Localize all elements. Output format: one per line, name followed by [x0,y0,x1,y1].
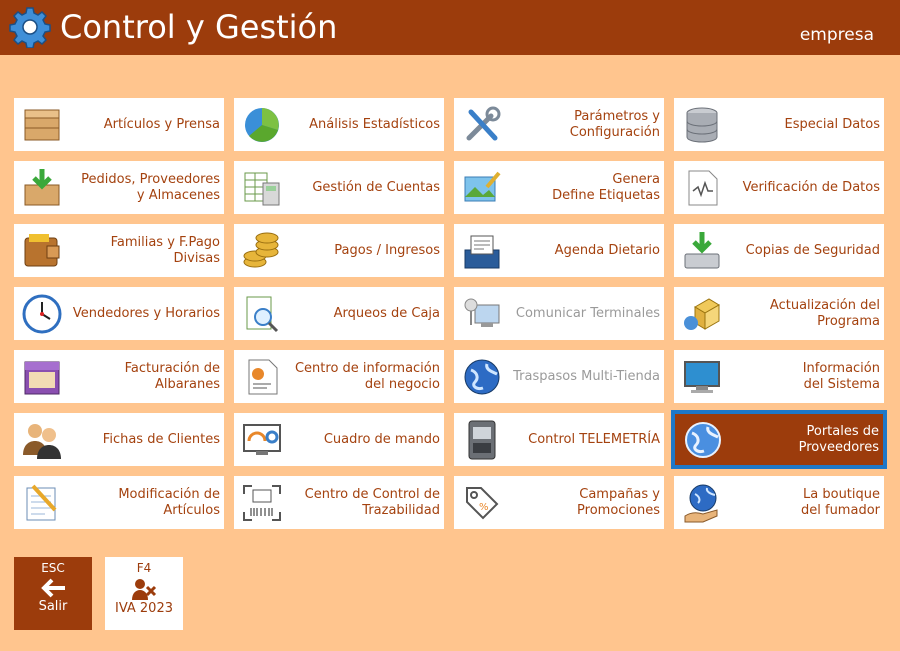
report-icon [241,356,283,398]
tile-traspasos-multitienda[interactable] [454,350,664,403]
tile-label: Centro de Control de Trazabilidad [304,486,440,518]
tile-verificacion-datos[interactable] [674,161,884,214]
box-icon [21,104,63,146]
tile-cuadro-mando[interactable] [234,413,444,466]
tile-modificacion-articulos[interactable] [14,476,224,529]
tile-agenda-dietario[interactable] [454,224,664,277]
tile-label: Parámetros y Configuración [569,108,660,140]
notepad-pencil-icon [21,482,63,524]
tile-label: Cuadro de mando [323,431,440,447]
tools-icon [461,104,503,146]
company-name: empresa [799,25,874,45]
iva-label: IVA 2023 [114,601,173,616]
document-check-icon [681,167,723,209]
tile-label: Familias y F.Pago Divisas [110,234,220,266]
cabinet-icon [21,356,63,398]
key-label: F4 [136,561,152,575]
magnifier-document-icon [241,293,283,335]
title-bar [0,0,900,55]
image-pencil-icon [461,167,503,209]
tile-comunicar-terminales[interactable] [454,287,664,340]
tile-pedidos-proveedores[interactable] [14,161,224,214]
tile-gestion-cuentas[interactable] [234,161,444,214]
tile-label: Pagos / Ingresos [334,242,440,258]
tile-portales-proveedores[interactable] [675,414,883,465]
coins-icon [241,230,283,272]
tile-label: Pedidos, Proveedores y Almacenes [81,171,220,203]
drive-backup-icon [681,230,723,272]
tile-label: Verificación de Datos [742,179,880,195]
tile-label: Facturación de Albaranes [124,360,220,392]
globe-icon [682,419,724,461]
tile-parametros-configuracion[interactable] [454,98,664,151]
tile-label: Gestión de Cuentas [312,179,440,195]
tile-centro-trazabilidad[interactable] [234,476,444,529]
tile-label: Especial Datos [784,116,880,132]
exit-button[interactable] [14,557,92,630]
tile-actualizacion-programa[interactable] [674,287,884,340]
tile-campanas-promociones[interactable] [454,476,664,529]
tile-genera-etiquetas[interactable] [454,161,664,214]
tile-label: Traspasos Multi-Tienda [513,368,660,384]
globe-icon [461,356,503,398]
pie-chart-icon [241,104,283,146]
tile-label: Modificación de Artículos [118,486,220,518]
tile-label: Control TELEMETRÍA [528,431,660,447]
tile-copias-seguridad[interactable] [674,224,884,277]
database-icon [681,104,723,146]
tile-label: Información del Sistema [802,360,880,392]
user-tools-icon [131,577,157,601]
tile-label: Arqueos de Caja [333,305,440,321]
tile-pagos-ingresos[interactable] [234,224,444,277]
gear-icon [9,6,51,48]
wallet-icon [21,230,63,272]
tile-analisis-estadisticos[interactable] [234,98,444,151]
tile-fichas-clientes[interactable] [14,413,224,466]
tile-label: Portales de Proveedores [798,423,879,455]
tile-label: Campañas y Promociones [577,486,660,518]
users-icon [21,419,63,461]
tile-label: Fichas de Clientes [102,431,220,447]
clock-icon [21,293,63,335]
tile-control-telemetria[interactable] [454,413,664,466]
tile-facturacion-albaranes[interactable] [14,350,224,403]
tile-informacion-sistema[interactable] [674,350,884,403]
tile-label: Copias de Seguridad [745,242,880,258]
tile-label: Análisis Estadísticos [309,116,440,132]
arrow-left-icon [39,577,67,599]
tile-familias-fpago[interactable] [14,224,224,277]
machine-icon [461,419,503,461]
tile-especial-datos[interactable] [674,98,884,151]
tile-label: Comunicar Terminales [515,305,660,321]
tags-icon [461,482,503,524]
network-computer-icon [461,293,503,335]
monitor-icon [681,356,723,398]
exit-label: Salir [38,599,68,614]
tile-vendedores-horarios[interactable] [14,287,224,340]
dashboard-icon [241,419,283,461]
iva-2023-button[interactable] [105,557,183,630]
tile-label: Vendedores y Horarios [72,305,220,321]
tile-arqueos-caja[interactable] [234,287,444,340]
tile-label: La boutique del fumador [801,486,880,518]
update-package-icon [681,293,723,335]
barcode-box-icon [241,482,283,524]
tile-label: Actualización del Programa [769,297,880,329]
tile-label: Agenda Dietario [554,242,660,258]
tile-centro-informacion[interactable] [234,350,444,403]
spreadsheet-calculator-icon [241,167,283,209]
tile-label: Centro de información del negocio [294,360,440,392]
tile-boutique-fumador[interactable] [674,476,884,529]
tile-label: Genera Define Etiquetas [552,171,660,203]
globe-hand-icon [681,482,723,524]
app-title: Control y Gestión [60,8,338,46]
box-download-icon [21,167,63,209]
tile-articulos-prensa[interactable] [14,98,224,151]
svg-text:%: % [479,501,489,513]
tile-label: Artículos y Prensa [103,116,220,132]
card-index-icon [461,230,503,272]
key-label: ESC [41,561,65,575]
